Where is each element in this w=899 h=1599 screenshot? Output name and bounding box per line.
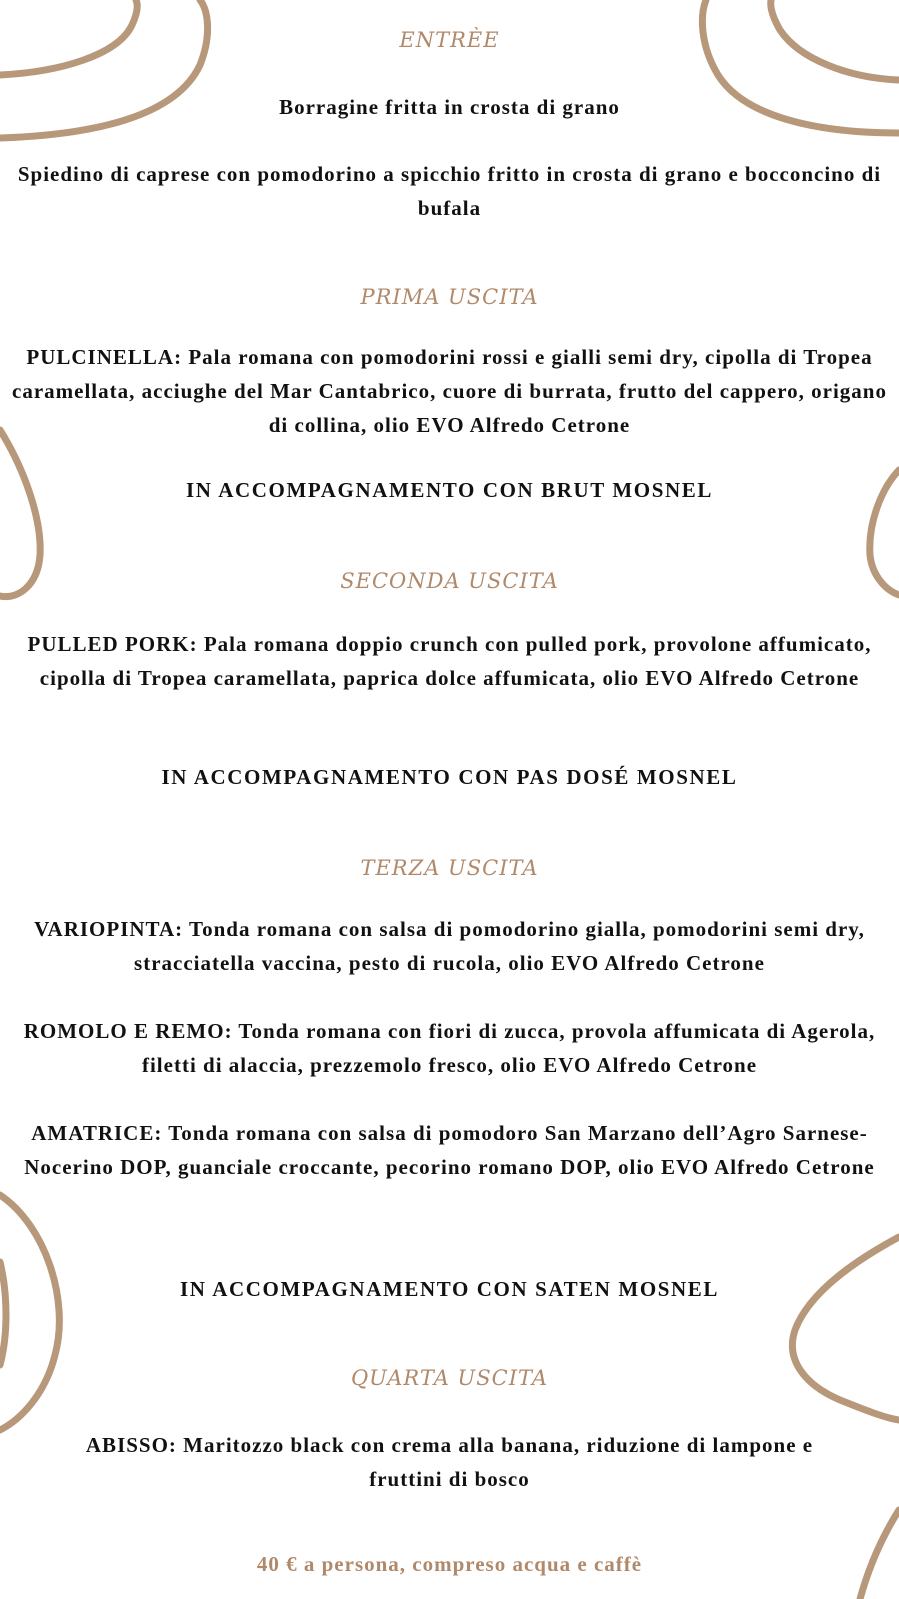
menu-item-amatrice: AMATRICE: Tonda romana con salsa di pomodoro San Marzano dell’Agro Sarnese-Nocerino DOP, guanciale croccante, pecorino romano DOP, olio EVO Alfredo Cetrone (24, 1121, 875, 1179)
menu-item-abisso: ABISSO: Maritozzo black con crema alla banana, riduzione di lampone e fruttini di bosco (85, 1433, 814, 1491)
section-heading-seconda-uscita: SECONDA USCITA (340, 569, 559, 593)
pairing-pas-dose: IN ACCOMPAGNAMENTO CON PAS DOSÉ MOSNEL (161, 765, 738, 789)
menu-item-romolo-e-remo: ROMOLO E REMO: Tonda romana con fiori di zucca, provola affumicata di Agerola, filetti di alaccia, prezzemolo fresco, olio EVO Alfredo Cetrone (23, 1019, 876, 1077)
section-heading-entree: ENTRÈE (399, 28, 500, 52)
menu-item-pulcinella: PULCINELLA: Pala romana con pomodorini rossi e gialli semi dry, cipolla di Tropea caramellata, acciughe del Mar Cantabrico, cuore di burrata, frutto del cappero, origano di collina, olio EVO Alfredo Cetrone (12, 345, 887, 437)
section-heading-prima-uscita: PRIMA USCITA (360, 285, 539, 309)
pairing-saten: IN ACCOMPAGNAMENTO CON SATEN MOSNEL (179, 1277, 720, 1301)
menu-item-variopinta: VARIOPINTA: Tonda romana con salsa di pomodorino gialla, pomodorini semi dry, stracciatella vaccina, pesto di rucola, olio EVO Alfredo Cetrone (34, 917, 865, 975)
section-heading-quarta-uscita: QUARTA USCITA (350, 1366, 549, 1390)
pairing-brut: IN ACCOMPAGNAMENTO CON BRUT MOSNEL (186, 478, 713, 502)
section-heading-terza-uscita: TERZA USCITA (360, 856, 539, 880)
price-note: 40 € a persona, compreso acqua e caffè (256, 1552, 643, 1576)
menu-item-pulled-pork: PULLED PORK: Pala romana doppio crunch con pulled pork, provolone affumicato, cipolla di Tropea caramellata, paprica dolce affumicata, olio EVO Alfredo Cetrone (27, 632, 872, 690)
menu-item-borragine: Borragine fritta in crosta di grano (279, 95, 620, 119)
menu-item-spiedino: Spiedino di caprese con pomodorino a spicchio fritto in crosta di grano e bocconcino di bufala (17, 162, 882, 220)
